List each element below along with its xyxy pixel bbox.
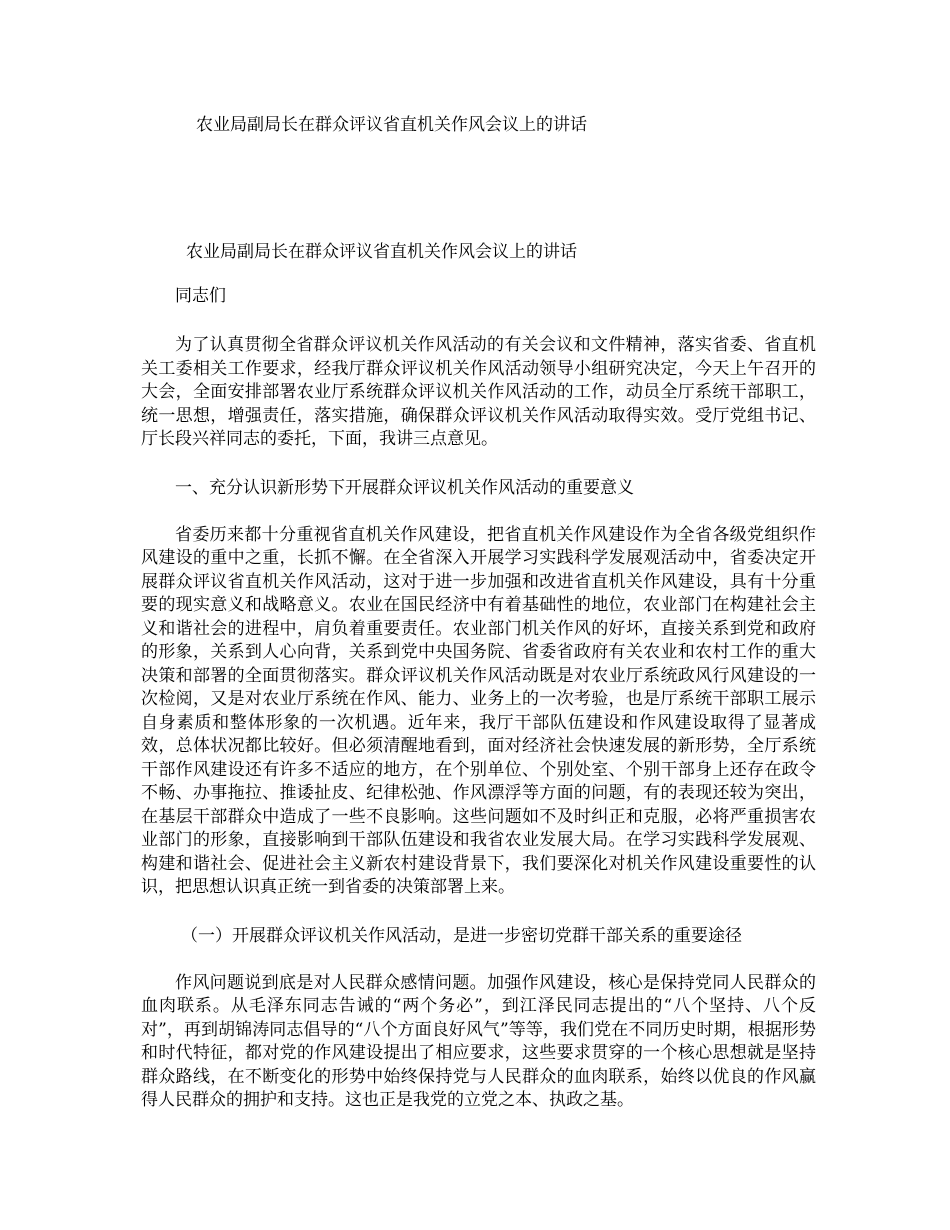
- section-heading-1: 一、充分认识新形势下开展群众评议机关作风活动的重要意义: [175, 477, 634, 498]
- document-body: [141, 240, 816, 1137]
- paragraph-intro: 为了认真贯彻全省群众评议机关作风活动的有关会议和文件精神，落实省委、省直机关工委相关工作要求，经我厅群众评议机关作风活动领导小组研究决定，今天上午召开的大会，全面安排部署农业厅系统群众评议机关作风活动的工作，动员全厅系统干部职工，统一思想，增强责任，落实措施，确保群众评议机关作风活动取得实效。受厅党组书记、厅长段兴祥同志的委托，下面，我讲三点意见。: [141, 335, 816, 449]
- paragraph-mass-line: 作风问题说到底是对人民群众感情问题。加强作风建设，核心是保持党同人民群众的血肉联系。从毛泽东同志告诫的“两个务必”，到江泽民同志提出的“八个坚持、八个反对”，再到胡锦涛同志倡导的“八个方面良好风气”等等，我们党在不同历史时期，根据形势和时代特征，都对党的作风建设提出了相应要求，这些要求贯穿的一个核心思想就是坚持群众路线，在不断变化的形势中始终保持党与人民群众的血肉联系，始终以优良的作风赢得人民群众的拥护和支持。这也正是我党的立党之本、执政之基。: [141, 972, 816, 1110]
- header-title: 农业局副局长在群众评议省直机关作风会议上的讲话: [196, 115, 587, 135]
- greeting: 同志们: [175, 286, 226, 306]
- subsection-heading-1: （一）开展群众评议机关作风活动，是进一步密切党群干部关系的重要途径: [181, 925, 742, 946]
- paragraph-significance: 省委历来都十分重视省直机关作风建设，把省直机关作风建设作为全省各级党组织作风建设的重中之重，长抓不懈。在全省深入开展学习实践科学发展观活动中，省委决定开展群众评议省直机关作风活动，这对于进一步加强和改进省直机关作风建设，具有十分重要的现实意义和战略意义。农业在国民经济中有着基础性的地位，农业部门在构建社会主义和谐社会的进程中，肩负着重要责任。农业部门机关作风的好坏，直接关系到党和政府的形象，关系到人心向背，关系到党中央国务院、省委省政府有关农业和农村工作的重大决策和部署的全面贯彻落实。群众评议机关作风活动既是对农业厅系统政风行风建设的一次检阅，又是对农业厅系统在作风、能力、业务上的一次考验，也是厅系统干部职工展示自身素质和整体形象的一次机遇。近年来，我厅干部队伍建设和作风建设取得了显著成效，总体状况都比较好。但必须清醒地看到，面对经济社会快速发展的新形势，全厅系统干部作风建设还有许多不适应的地方，在个别单位、个别处室、个别干部身上还存在政令不畅、办事拖拉、推诿扯皮、纪律松弛、作风漂浮等方面的问题，有的表现还较为突出，在基层干部群众中造成了一些不良影响。这些问题如不及时纠正和克服，必将严重损害农业部门的形象，直接影响到干部队伍建设和我省农业发展大局。在学习实践科学发展观、构建和谐社会、促进社会主义新农村建设背景下，我们要深化对机关作风建设重要性的认识，把思想认识真正统一到省委的决策部署上来。: [141, 524, 816, 897]
- document-title: 农业局副局长在群众评议省直机关作风会议上的讲话: [186, 242, 577, 262]
